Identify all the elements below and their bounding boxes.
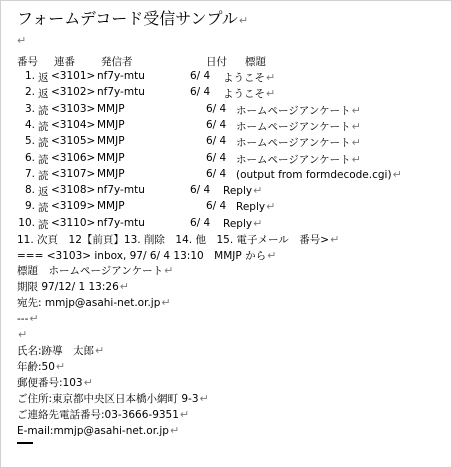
- row-subject: Reply↵: [223, 216, 263, 230]
- row-date: 6/ 4: [206, 151, 227, 164]
- row-message-id: <3104>: [51, 118, 96, 131]
- row-message-id: <3109>: [51, 200, 96, 213]
- paragraph-mark-icon: ↵: [330, 233, 340, 246]
- message-subject-line: 標題 ホームページアンケート↵: [17, 264, 174, 277]
- row-status: 返: [38, 186, 49, 199]
- row-message-id: <3108>: [51, 184, 96, 197]
- paragraph-mark-icon: ↵: [169, 424, 180, 437]
- paragraph-mark-icon: ↵: [161, 296, 171, 309]
- row-subject: ホームページアンケート↵: [236, 152, 361, 166]
- row-number: 10.: [18, 216, 35, 229]
- row-subject: ようこそ↵: [223, 87, 276, 101]
- menu-line[interactable]: 11. 次頁 12【前頁】13. 削除 14. 他 15. 電子メール 番号>↵: [17, 233, 340, 246]
- row-subject: ホームページアンケート↵: [236, 103, 361, 117]
- paragraph-mark-icon: ↵: [253, 216, 263, 230]
- row-status: 読: [38, 137, 49, 150]
- row-date: 6/ 4: [190, 70, 211, 82]
- row-status: 読: [38, 202, 49, 215]
- header-sequence: 連番: [54, 56, 75, 68]
- row-sender: nf7y-mtu: [97, 70, 145, 82]
- row-status: 読: [38, 120, 49, 133]
- paragraph-mark-icon: ↵: [351, 136, 361, 150]
- row-sender: nf7y-mtu: [97, 86, 145, 99]
- row-date: 6/ 4: [206, 200, 227, 213]
- row-message-id: <3101>: [51, 70, 96, 82]
- row-date: 6/ 4: [190, 216, 211, 229]
- paragraph-mark-icon: ↵: [164, 264, 174, 277]
- row-subject: ホームページアンケート↵: [236, 119, 361, 133]
- list-item[interactable]: [0, 103, 452, 117]
- message-name-line: 氏名:跡導 太郎↵: [17, 344, 105, 357]
- paragraph-mark-icon: ↵: [17, 34, 27, 47]
- row-status: 読: [38, 153, 49, 166]
- row-date: 6/ 4: [190, 184, 211, 197]
- paragraph-mark-icon: ↵: [253, 184, 263, 198]
- paragraph-mark-icon: ↵: [267, 249, 277, 262]
- paragraph-mark-icon: ↵: [119, 280, 129, 293]
- paragraph-mark-icon: ↵: [266, 200, 276, 214]
- header-subject: 標題: [245, 56, 266, 68]
- row-date: 6/ 4: [190, 86, 211, 99]
- paragraph-mark-icon: ↵: [238, 14, 249, 27]
- list-item[interactable]: [0, 70, 452, 84]
- row-date: 6/ 4: [206, 135, 227, 148]
- row-number: 5.: [24, 135, 35, 148]
- message-deadline-line: 期限 97/12/ 1 13:26↵: [17, 280, 129, 293]
- message-blank-line: [17, 328, 27, 342]
- message-zip-line: 郵便番号:103↵: [17, 376, 93, 389]
- list-item[interactable]: [0, 217, 452, 231]
- document-title: [17, 6, 248, 29]
- row-sender: MMJP: [97, 135, 125, 148]
- row-date: 6/ 4: [206, 102, 227, 115]
- row-message-id: <3105>: [51, 135, 96, 148]
- message-address-line: ご住所:東京都中央区日本橋小網町 9-3↵: [17, 392, 209, 405]
- paragraph-mark-icon: ↵: [55, 360, 66, 373]
- paragraph-mark-icon: ↵: [351, 103, 361, 117]
- row-subject: Reply↵: [236, 200, 276, 214]
- list-item[interactable]: [0, 135, 452, 149]
- row-status: 読: [38, 104, 49, 117]
- list-item[interactable]: [0, 184, 452, 198]
- row-message-id: <3102>: [51, 86, 96, 99]
- row-status: 読: [38, 218, 49, 231]
- row-message-id: <3106>: [51, 151, 96, 164]
- end-of-document-marker: [17, 442, 33, 444]
- row-message-id: <3110>: [51, 216, 96, 229]
- message-phone-line: ご連絡先電話番号:03-3666-9351↵: [17, 408, 190, 421]
- row-sender: nf7y-mtu: [97, 216, 145, 229]
- message-email-line[interactable]: E-mail:mmjp@asahi-net.or.jp↵: [17, 424, 180, 437]
- row-status: 読: [38, 169, 49, 182]
- row-number: 2.: [24, 86, 35, 99]
- row-number: 6.: [24, 151, 35, 164]
- row-date: 6/ 4: [206, 118, 227, 131]
- row-sender: MMJP: [97, 102, 125, 115]
- row-number: 7.: [24, 167, 35, 180]
- message-to-line: 宛先: mmjp@asahi-net.or.jp↵: [17, 296, 171, 309]
- row-number: 9.: [24, 200, 35, 213]
- list-item[interactable]: [0, 119, 452, 133]
- message-separator: ---↵: [17, 312, 39, 325]
- list-item[interactable]: [0, 152, 452, 166]
- title-text: フォームデコード受信サンプル: [17, 9, 238, 28]
- header-number: 番号: [17, 56, 38, 68]
- row-message-id: <3103>: [51, 102, 96, 115]
- row-sender: MMJP: [97, 151, 125, 164]
- list-item[interactable]: [0, 86, 452, 100]
- paragraph-mark-icon: ↵: [18, 328, 28, 341]
- paragraph-mark-icon: ↵: [351, 119, 361, 133]
- row-number: 1.: [24, 70, 35, 82]
- row-status: 返: [38, 88, 49, 101]
- message-age-line: 年齢:50↵: [17, 360, 66, 373]
- paragraph-mark-icon: ↵: [29, 312, 39, 325]
- paragraph-mark-icon: ↵: [83, 376, 93, 389]
- row-number: 4.: [24, 118, 35, 131]
- row-subject: (output from formdecode.cgi)↵: [236, 167, 402, 181]
- list-item[interactable]: [0, 168, 452, 182]
- row-sender: nf7y-mtu: [97, 184, 145, 197]
- paragraph-mark-icon: ↵: [179, 408, 190, 421]
- list-item[interactable]: [0, 200, 452, 214]
- row-subject: ホームページアンケート↵: [236, 136, 361, 150]
- paragraph-mark-icon: ↵: [266, 87, 276, 101]
- row-date: 6/ 4: [206, 167, 227, 180]
- paragraph-mark-icon: ↵: [351, 152, 361, 166]
- header-sender: 発信者: [101, 56, 133, 68]
- row-status: 返: [38, 72, 49, 84]
- paragraph-mark-icon: ↵: [266, 71, 276, 84]
- row-sender: MMJP: [97, 167, 125, 180]
- message-header-line: === <3103> inbox, 97/ 6/ 4 13:10 MMJP から↵: [17, 249, 277, 262]
- row-subject: ようこそ↵: [223, 71, 276, 84]
- paragraph-mark-icon: ↵: [95, 344, 105, 357]
- paragraph-mark-icon: ↵: [199, 392, 209, 405]
- row-sender: MMJP: [97, 118, 125, 131]
- row-sender: MMJP: [97, 200, 125, 213]
- row-message-id: <3107>: [51, 167, 96, 180]
- row-number: 3.: [24, 102, 35, 115]
- row-subject: Reply↵: [223, 184, 263, 198]
- row-number: 8.: [24, 184, 35, 197]
- paragraph-mark-icon: ↵: [392, 167, 402, 181]
- header-date: 日付: [206, 56, 227, 68]
